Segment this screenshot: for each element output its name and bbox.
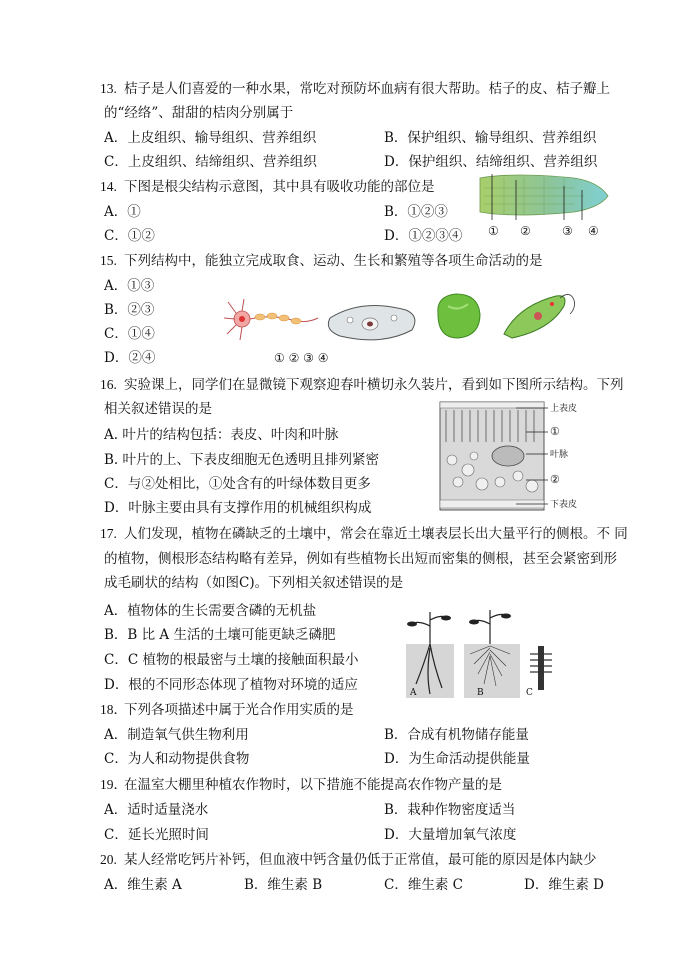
question-18-option-a[interactable]: A．制造氧气供生物利用 bbox=[104, 727, 249, 743]
leaf-label-vein: 叶脉 bbox=[550, 450, 569, 460]
question-16-number: 16. bbox=[100, 377, 117, 392]
question-14-option-c[interactable]: C．①② bbox=[104, 228, 155, 244]
question-14-option-b[interactable]: B．①②③ bbox=[384, 204, 448, 220]
paramecium-figure bbox=[322, 296, 422, 348]
question-19-option-a[interactable]: A．适时适量浇水 bbox=[104, 802, 209, 818]
question-16-stem-line2: 相关叙述错误的是 bbox=[104, 401, 212, 417]
question-15-stem: 下列结构中，能独立完成取食、运动、生长和繁殖等各项生命活动的是 bbox=[124, 253, 543, 269]
roots-label-b: B bbox=[477, 688, 484, 698]
question-19-number: 19． bbox=[100, 777, 127, 792]
question-20-option-d[interactable]: D．维生素 D bbox=[524, 877, 604, 893]
leaf-label-1: ① bbox=[550, 425, 560, 438]
question-20-option-b[interactable]: B．维生素 B bbox=[244, 877, 323, 893]
question-13-stem-line2: 的“经络”、甜甜的桔肉分别属于 bbox=[104, 105, 294, 121]
roots-label-c: C bbox=[526, 688, 533, 698]
question-16-option-d[interactable]: D．叶脉主要由具有支撑作用的机械组织构成 bbox=[104, 500, 372, 516]
question-18-stem: 下列各项描述中属于光合作用实质的是 bbox=[124, 702, 354, 718]
question-16-option-c[interactable]: C．与②处相比，①处含有的叶绿体数目更多 bbox=[104, 476, 371, 492]
question-14-number: 14. bbox=[100, 179, 117, 194]
question-13-option-a[interactable]: A．上皮组织、输导组织、营养组织 bbox=[104, 130, 317, 146]
roots-figure bbox=[404, 604, 554, 700]
neuron-figure bbox=[222, 294, 322, 344]
question-17-option-a[interactable]: A．植物体的生长需要含磷的无机盐 bbox=[104, 603, 317, 619]
question-18-option-d[interactable]: D．为生命活动提供能量 bbox=[384, 751, 530, 767]
question-18-number: 18． bbox=[100, 702, 127, 717]
question-17-stem-line2: 的植物，侧根形态结构略有差异，例如有些植物长出短而密集的侧根，甚至会紧密到形 bbox=[104, 551, 617, 567]
root-label-2: ② bbox=[520, 224, 531, 238]
question-17-option-c[interactable]: C．C 植物的根最密与土壤的接触面积最小 bbox=[104, 652, 359, 668]
question-20-option-a[interactable]: A．维生素 A bbox=[104, 877, 182, 893]
question-15-option-a[interactable]: A．①③ bbox=[104, 278, 155, 294]
question-16-stem-line1: 实验课上，同学们在显微镜下观察迎春叶横切永久装片，看到如下图所示结构。下列 bbox=[124, 377, 624, 393]
question-19-option-b[interactable]: B．栽种作物密度适当 bbox=[384, 802, 516, 818]
roots-label-a: A bbox=[410, 688, 417, 698]
question-17-option-b[interactable]: B．B 比 A 生活的土壤可能更缺乏磷肥 bbox=[104, 627, 336, 643]
question-19-stem: 在温室大棚里种植农作物时，以下措施不能提高农作物产量的是 bbox=[124, 777, 502, 793]
question-14-stem: 下图是根尖结构示意图，其中具有吸收功能的部位是 bbox=[124, 179, 435, 195]
question-13-number: 13. bbox=[100, 81, 117, 96]
leaf-label-lower-epidermis: 下表皮 bbox=[550, 500, 578, 510]
root-label-4: ④ bbox=[588, 224, 599, 238]
question-15-option-d[interactable]: D．②④ bbox=[104, 350, 156, 366]
question-19-option-d[interactable]: D．大量增加氧气浓度 bbox=[384, 827, 517, 843]
question-17-stem-line3: 成毛刷状的结构（如图C)。下列相关叙述错误的是 bbox=[104, 575, 404, 591]
question-20-number: 20. bbox=[100, 852, 117, 867]
question-13-stem-line1: 桔子是人们喜爱的一种水果，常吃对预防坏血病有很大帮助。桔子的皮、桔子瓣上 bbox=[124, 81, 610, 97]
question-17-stem-line1: 人们发现，植物在磷缺乏的土壤中，常会在靠近土壤表层长出大量平行的侧根。不 同 bbox=[124, 526, 628, 542]
question-13-option-c[interactable]: C．上皮组织、结缔组织、营养组织 bbox=[104, 154, 317, 170]
question-17-number: 17. bbox=[100, 526, 117, 541]
root-label-3: ③ bbox=[562, 224, 573, 238]
question-18-option-b[interactable]: B．合成有机物储存能量 bbox=[384, 727, 529, 743]
question-18-option-c[interactable]: C．为人和动物提供食物 bbox=[104, 751, 250, 767]
question-15-option-c[interactable]: C．①④ bbox=[104, 326, 155, 342]
question-13-option-b[interactable]: B．保护组织、输导组织、营养组织 bbox=[384, 130, 597, 146]
chlorella-figure bbox=[430, 290, 486, 342]
question-14-option-a[interactable]: A．① bbox=[104, 204, 141, 220]
question-15-number: 15. bbox=[100, 253, 117, 268]
euglena-figure bbox=[498, 286, 578, 342]
root-label-1: ① bbox=[488, 224, 499, 238]
question-20-option-c[interactable]: C．维生素 C bbox=[384, 877, 463, 893]
leaf-label-upper-epidermis: 上表皮 bbox=[550, 404, 578, 414]
question-13-option-d[interactable]: D．保护组织、结缔组织、营养组织 bbox=[384, 154, 598, 170]
cells-figure-caption: ① ② ③ ④ bbox=[274, 351, 329, 365]
question-14-option-d[interactable]: D．①②③④ bbox=[384, 228, 463, 244]
leaf-label-2: ② bbox=[550, 473, 560, 486]
question-19-option-c[interactable]: C．延长光照时间 bbox=[104, 827, 209, 843]
question-16-option-b[interactable]: B. 叶片的上、下表皮细胞无色透明且排列紧密 bbox=[104, 452, 380, 468]
question-15-option-b[interactable]: B．②③ bbox=[104, 302, 155, 318]
question-16-option-a[interactable]: A. 叶片的结构包括：表皮、叶肉和叶脉 bbox=[104, 427, 339, 443]
question-20-stem: 某人经常吃钙片补钙，但血液中钙含量仍低于正常值，最可能的原因是体内缺少 bbox=[124, 852, 597, 868]
question-17-option-d[interactable]: D．根的不同形态体现了植物对环境的适应 bbox=[104, 677, 358, 693]
